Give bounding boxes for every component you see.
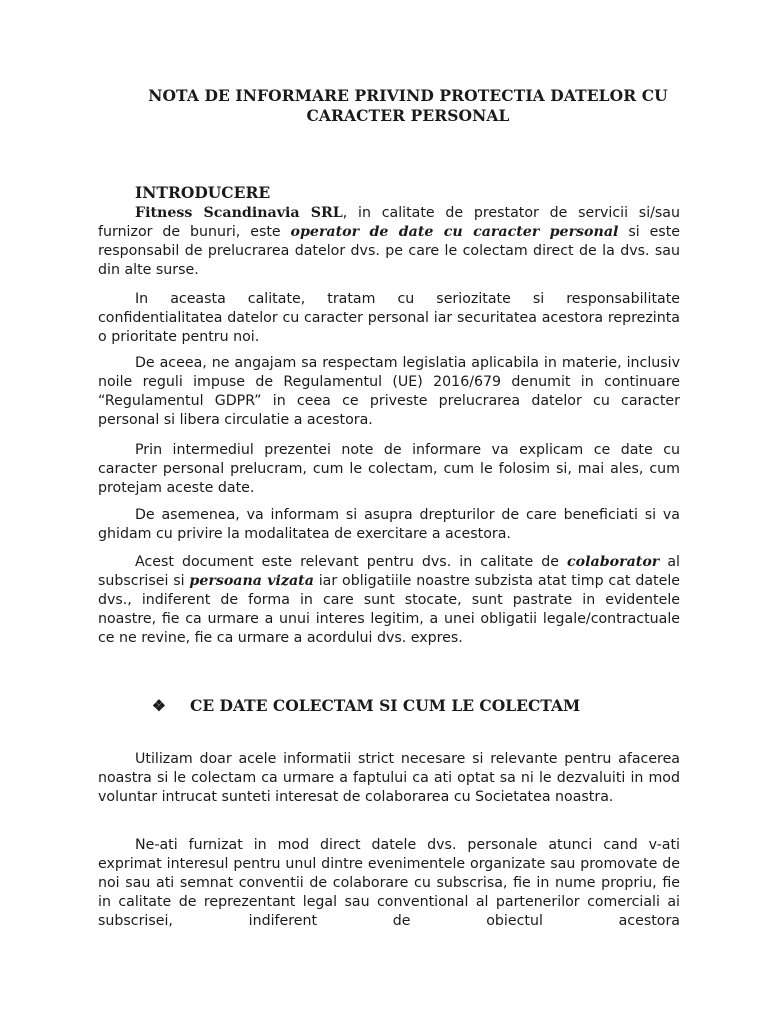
section-paragraph-1: Utilizam doar acele informatii strict necesare si relevante pentru afacerea noastra si le colectam ca urmare a faptului ca ati optat sa ni le dezvaluiti in mod voluntar intrucat sunteti interesat de colaborarea cu Societatea noastra. xyxy=(98,751,680,806)
intro-heading: INTRODUCERE xyxy=(135,183,271,202)
intro-p6-text-1: Acest document este relevant pentru dvs. in calitate de xyxy=(135,554,568,570)
intro-p1-text-1: , in calitate de prestator de servicii si/sau furnizor de bunuri, este xyxy=(98,205,680,241)
intro-p6-text-3: iar obligatiile noastre subzista atat timp cat datele dvs., indiferent de forma in care sunt stocate, sunt pastrate in evidentele noastre, fie ca urmare a unui interes legitim, a unei obligatii legale/contractuale ce ne revine, fie ca urmare a acordului dvs. expres. xyxy=(98,573,680,647)
intro-paragraph-6 xyxy=(98,553,680,648)
document-title xyxy=(98,86,718,126)
section-heading-text: CE DATE COLECTAM SI CUM LE COLECTAM xyxy=(190,696,581,715)
intro-paragraph-1 xyxy=(98,204,680,280)
section-heading xyxy=(152,696,580,716)
intro-paragraph-2: In aceasta calitate, tratam cu seriozitate si responsabilitate confidentialitatea datelor cu caracter personal iar securitatea acestora reprezinta o prioritate pentru noi. xyxy=(98,291,680,346)
company-name: Fitness Scandinavia SRL xyxy=(135,205,343,221)
intro-p6-text-2: al subscrisei si xyxy=(98,554,680,590)
operator-role: operator de date cu caracter personal xyxy=(290,224,619,241)
intro-p1-text-2: si este responsabil de prelucrarea datelor dvs. pe care le colectam direct de la dvs. sau din alte surse. xyxy=(98,224,680,279)
intro-paragraph-5: De asemenea, va informam si asupra drepturilor de care beneficiati si va ghidam cu privire la modalitatea de exercitare a acestora. xyxy=(98,507,680,543)
intro-paragraph-3: De aceea, ne angajam sa respectam legislatia aplicabila in materie, inclusiv noile reguli impuse de Regulamentul (UE) 2016/679 denumit in continuare “Regulamentul GDPR” in ceea ce priveste prelucrarea datelor cu caracter personal si libera circulatie a acestora. xyxy=(98,355,680,429)
document-title-line-1: NOTA DE INFORMARE PRIVIND PROTECTIA DATELOR CU xyxy=(148,86,668,105)
collaborator-role: colaborator xyxy=(567,554,660,570)
data-subject-role: persoana vizata xyxy=(189,573,314,590)
intro-paragraph-4: Prin intermediul prezentei note de informare va explicam ce date cu caracter personal prelucram, cum le colectam, cum le folosim si, mai ales, cum protejam aceste date. xyxy=(98,442,680,497)
diamond-bullet-icon: ❖ xyxy=(152,696,166,715)
document-title-line-2: CARACTER PERSONAL xyxy=(306,106,510,125)
section-paragraph-2: Ne-ati furnizat in mod direct datele dvs. personale atunci cand v-ati exprimat interesul pentru unul dintre evenimentele organizate sau promovate de noi sau ati semnat conventii de colaborare cu subscrisa, fie in nume propriu, fie in calitate de reprezentant legal sau conventional al partenerilor comerciali ai subscrisei, indiferent de obiectul acestora xyxy=(98,837,680,930)
